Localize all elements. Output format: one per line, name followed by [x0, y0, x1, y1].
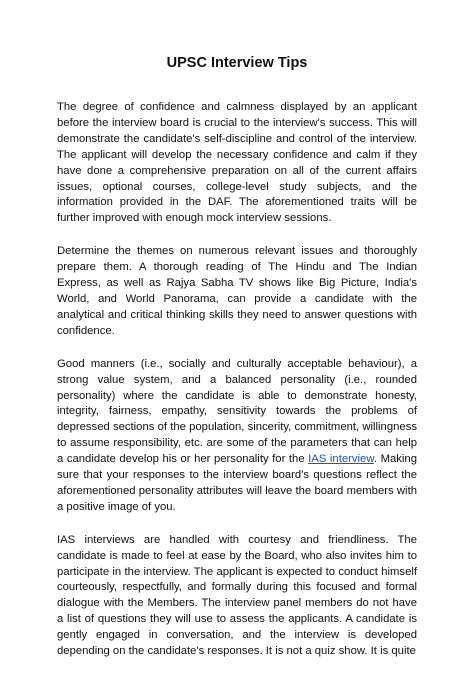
paragraph-personality-text-after: . Making sure that your responses to the interview board's questions reflect the aforementioned personality attributes will leave the board members with a positive image of you. — [57, 453, 417, 513]
paragraph-personality-text-before: Good manners (i.e., socially and culturally acceptable behaviour), a strong value system, and a balanced personality (i.e., rounded personality) where the candidate is able to demonstrate honesty, integrity, fairness, empathy, sensitivity towards the problems of depressed sections of the population, sincerity, commitment, willingness to assume responsibility, etc. are some of the parameters that can help a candidate develop his or her personality for the — [57, 357, 417, 466]
paragraph-interview-conduct: IAS interviews are handled with courtesy and friendliness. The candidate is made to feel at ease by the Board, who also invites him to participate in the interview. The applicant is expected to conduct himself courteously, respectfully, and formally during this focused and formal dialogue with the Members. The interview panel members do not have a list of questions they will use to assess the applicants. A candidate is gently engaged in conversation, and the interview is developed depending on the candidate's responses. It is not a quiz show. It is quite — [57, 533, 417, 658]
paragraph-themes: Determine the themes on numerous relevant issues and thoroughly prepare them. A thorough reading of The Hindu and The Indian Express, as well as Rajya Sabha TV shows like Big Picture, India's World, and World Panorama, can provide a candidate with the analytical and critical thinking skills they need to answer questions with confidence. — [57, 245, 417, 337]
paragraph-personality — [57, 357, 417, 516]
document-body — [57, 100, 417, 677]
page-title: UPSC Interview Tips — [166, 55, 308, 71]
paragraph-confidence: The degree of confidence and calmness displayed by an applicant before the interview board is crucial to the interview's success. This will demonstrate the candidate's self-discipline and control of the interview. The applicant will develop the necessary confidence and calm if they have done a comprehensive preparation on all of the current affairs issues, optional courses, college-level study subjects, and the information provided in the DAF. The aforementioned traits will be further improved with enough mock interview sessions. — [57, 101, 417, 225]
ias-interview-link[interactable]: IAS interview — [308, 453, 374, 466]
